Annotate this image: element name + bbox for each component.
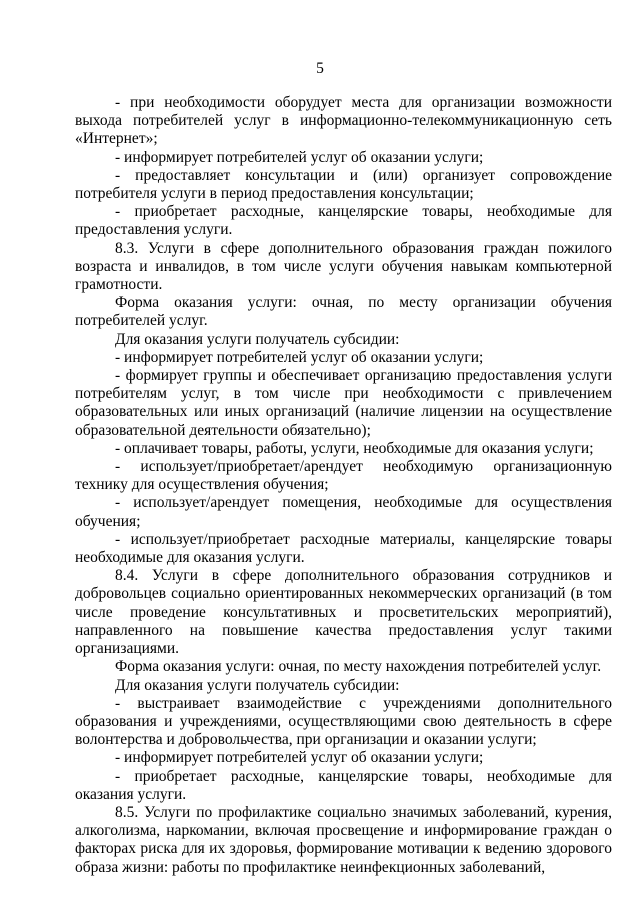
paragraph: Форма оказания услуги: очная, по месту организации обучения потребителей услуг. [75,294,612,330]
paragraph: - выстраивает взаимодействие с учреждениями дополнительного образования и учреждениями, осуществляющими свою деятельность в сфере волонтерства и добровольчества, при организации и оказании услуги; [75,694,612,749]
paragraph: - при необходимости оборудует места для организации возможности выхода потребителей услуг в информационно-телекоммуникационную сеть «Интернет»; [75,94,612,148]
paragraph: Для оказания услуги получатель субсидии: [115,330,400,348]
paragraph: Форма оказания услуги: очная, по месту нахождения потребителей услуг. [115,658,602,676]
section-heading-8-5: 8.5. Услуги по профилактике социально значимых заболеваний, курения, алкоголизма, наркомании, включая просвещение и информирование граждан о факторах риска для их здоровья, формирование мотивации к ведению здорового образа жизни: работы по профилактике неинфекционных заболеваний, [75,803,612,876]
paragraph: - формирует группы и обеспечивает организацию предоставления услуги потребителям услуг, в том числе при необходимости с привлечением образовательных или иных организаций (наличие лицензии на осуществление образовательной деятельности обязательно); [75,367,612,439]
paragraph: - приобретает расходные, канцелярские товары, необходимые для предоставления услуги. [75,203,612,239]
section-heading-8-3: 8.3. Услуги в сфере дополнительного образования граждан пожилого возраста и инвалидов, в том числе услуги обучения навыкам компьютерной грамотности. [75,239,612,294]
paragraph: Для оказания услуги получатель субсидии: [115,676,400,694]
paragraph: - информирует потребителей услуг об оказании услуги; [115,749,484,767]
page-number: 5 [316,60,324,77]
document-body [75,94,612,877]
paragraph: - использует/приобретает/арендует необходимую организационную технику для осуществления обучения; [75,458,612,494]
paragraph: - предоставляет консультации и (или) организует сопровождение потребителя услуги в период предоставления консультации; [75,166,612,203]
paragraph: - использует/арендует помещения, необходимые для осуществления обучения; [75,494,612,530]
paragraph: - использует/приобретает расходные материалы, канцелярские товары необходимые для оказания услуги. [75,530,612,567]
paragraph: - приобретает расходные, канцелярские товары, необходимые для оказания услуги. [75,767,612,803]
paragraph: - информирует потребителей услуг об оказании услуги; [115,348,484,366]
section-heading-8-4: 8.4. Услуги в сфере дополнительного образования сотрудников и добровольцев социально ориентированных некоммерческих организаций (в том числе проведение консультативных и просветительских мероприятий), направленного на повышение качества предоставления услуг такими организациями. [75,567,612,658]
paragraph: - оплачивает товары, работы, услуги, необходимые для оказания услуги; [115,439,594,457]
paragraph: - информирует потребителей услуг об оказании услуги; [115,148,484,166]
